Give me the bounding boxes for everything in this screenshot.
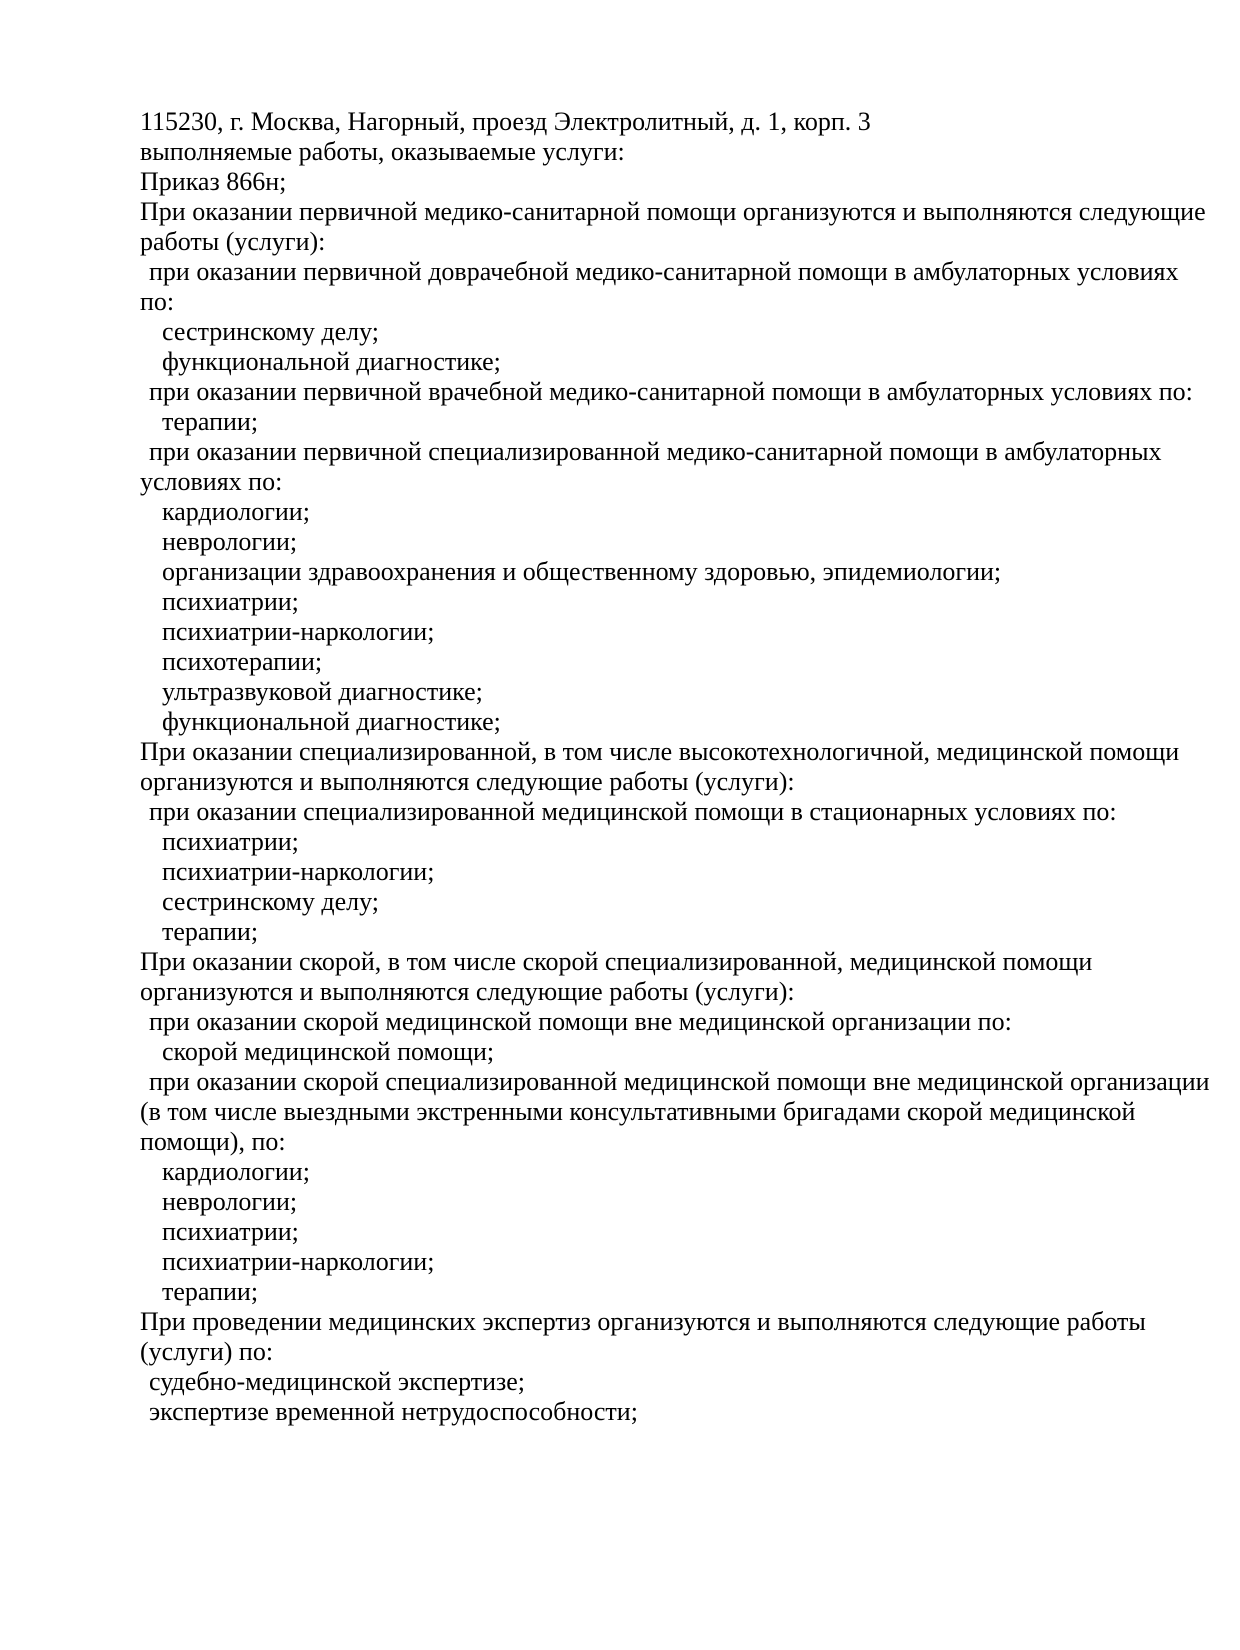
- document-line: При оказании специализированной, в том числе высокотехнологичной, медицинской помощи: [140, 737, 1180, 766]
- document-line: терапии;: [162, 917, 259, 946]
- document-line: При оказании первичной медико-санитарной помощи организуются и выполняются следующие: [140, 197, 1206, 226]
- document-line: Приказ 866н;: [140, 167, 287, 196]
- document-line: выполняемые работы, оказываемые услуги:: [140, 137, 625, 166]
- document-line: скорой медицинской помощи;: [162, 1037, 495, 1066]
- document-line: судебно-медицинской экспертизе;: [149, 1367, 526, 1396]
- document-line: кардиологии;: [162, 497, 310, 526]
- document-line: психотерапии;: [162, 647, 323, 676]
- document-line: При проведении медицинских экспертиз организуются и выполняются следующие работы: [140, 1307, 1146, 1336]
- document-line: психиатрии-наркологии;: [162, 857, 435, 886]
- document-line: работы (услуги):: [140, 227, 326, 256]
- document-line: При оказании скорой, в том числе скорой специализированной, медицинской помощи: [140, 947, 1093, 976]
- document-line: при оказании скорой медицинской помощи вне медицинской организации по:: [149, 1007, 1012, 1036]
- license-services-text: [140, 107, 1210, 1427]
- document-line: организуются и выполняются следующие работы (услуги):: [140, 767, 795, 796]
- document-line: психиатрии;: [162, 587, 299, 616]
- document-line: функциональной диагностике;: [162, 707, 501, 736]
- document-line: ультразвуковой диагностике;: [162, 677, 483, 706]
- document-line: терапии;: [162, 407, 259, 436]
- document-line: помощи), по:: [140, 1127, 286, 1156]
- document-line: при оказании первичной доврачебной медико-санитарной помощи в амбулаторных условиях: [149, 257, 1179, 286]
- document-line: неврологии;: [162, 1187, 298, 1216]
- document-line: организуются и выполняются следующие работы (услуги):: [140, 977, 795, 1006]
- document-line: экспертизе временной нетрудоспособности;: [149, 1397, 638, 1426]
- document-line: (в том числе выездными экстренными консультативными бригадами скорой медицинской: [140, 1097, 1136, 1126]
- document-line: при оказании скорой специализированной медицинской помощи вне медицинской организации: [149, 1067, 1210, 1096]
- document-line: функциональной диагностике;: [162, 347, 501, 376]
- document-line: психиатрии;: [162, 1217, 299, 1246]
- document-line: условиях по:: [140, 467, 283, 496]
- document-line: при оказании первичной врачебной медико-санитарной помощи в амбулаторных условиях по:: [149, 377, 1193, 406]
- document-line: кардиологии;: [162, 1157, 310, 1186]
- document-line: психиатрии;: [162, 827, 299, 856]
- document-line: психиатрии-наркологии;: [162, 617, 435, 646]
- document-line: сестринскому делу;: [162, 887, 380, 916]
- document-line: психиатрии-наркологии;: [162, 1247, 435, 1276]
- document-line: при оказании первичной специализированной медико-санитарной помощи в амбулаторных: [149, 437, 1162, 466]
- document-line: сестринскому делу;: [162, 317, 380, 346]
- document-line: 115230, г. Москва, Нагорный, проезд Электролитный, д. 1, корп. 3: [140, 107, 871, 136]
- document-line: терапии;: [162, 1277, 259, 1306]
- document-line: при оказании специализированной медицинской помощи в стационарных условиях по:: [149, 797, 1117, 826]
- document-line: неврологии;: [162, 527, 298, 556]
- document-line: по:: [140, 287, 175, 316]
- document-line: организации здравоохранения и общественному здоровью, эпидемиологии;: [162, 557, 1002, 586]
- document-line: (услуги) по:: [140, 1337, 274, 1366]
